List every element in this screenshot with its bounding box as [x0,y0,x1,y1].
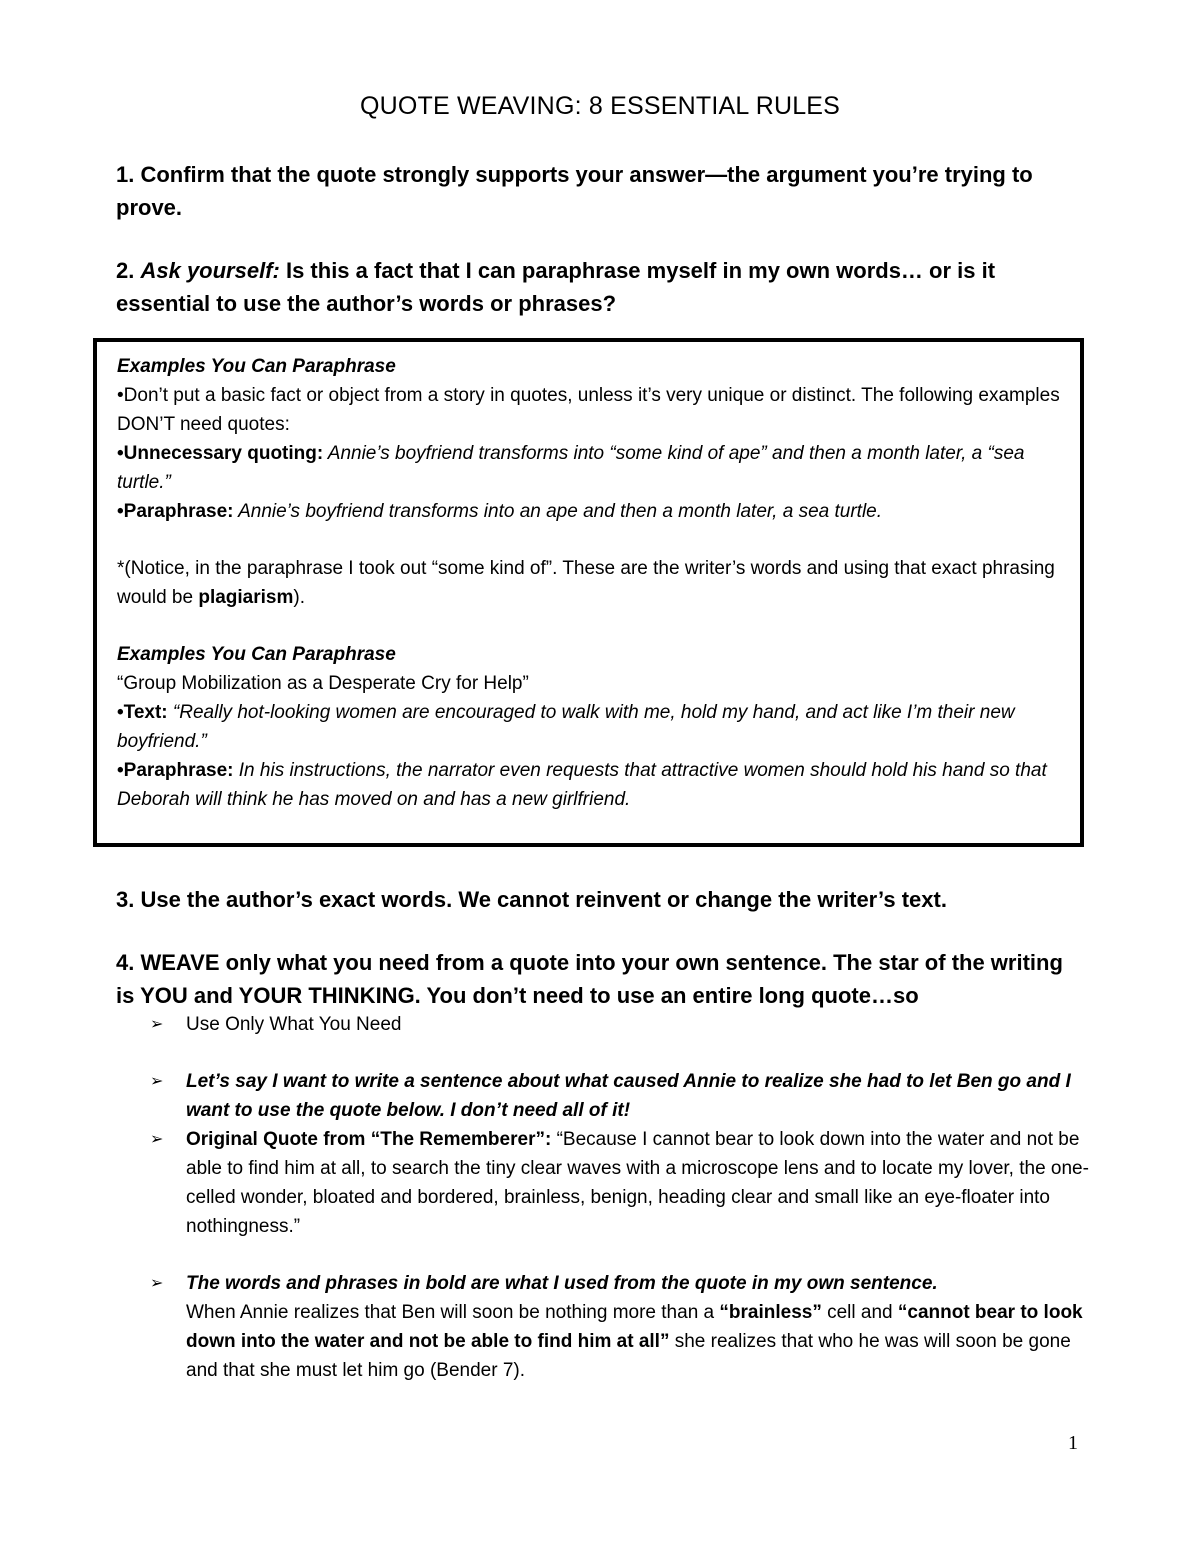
example-sentence-part-c: cell and [821,1302,898,1323]
paraphrase-example-2 [117,756,1072,814]
list-item [146,1010,1096,1039]
notice-note [117,554,1072,612]
notice-end: ). [293,587,305,608]
notice-bold: plagiarism [198,587,294,608]
example-sentence-part-e: she realizes that who he was will soon be gone and that she must let him go (Bender 7). [186,1331,1071,1381]
unnecessary-quoting-label: •Unnecessary quoting: [117,443,324,464]
rule-2-number: 2. [116,258,141,283]
example-sentence-bold-d: “cannot bear to look down into the water and not be able to find him at all” [186,1302,1083,1352]
original-quote-label: Original Quote from “The Rememberer”: [186,1129,552,1150]
list-item-1-text: Use Only What You Need [186,1014,402,1035]
list-item [146,1269,1096,1385]
original-quote-text: “Because I cannot bear to look down into the water and not be able to find him at all, to search the tiny clear waves with a microscope lens and to locate my lover, the one-celled wonder, bloated and bordered, brainless, benign, heading clear and small like an eye-floater into nothingness.” [186,1129,1089,1237]
page-title: QUOTE WEAVING: 8 ESSENTIAL RULES [359,92,841,120]
rule-2-text: Is this a fact that I can paraphrase myself in my own words… or is it essential to use the author’s words or phrases? [116,258,996,316]
rule-1: 1. Confirm that the quote strongly supports your answer—the argument you’re trying to prove. [116,162,1033,220]
rule-4: 4. WEAVE only what you need from a quote into your own sentence. The star of the writing is YOU and YOUR THINKING. You don’t need to use an entire long quote…so [116,950,1063,1008]
arrow-list [146,1010,1096,1385]
example-sentence-part-a: When Annie realizes that Ben will soon be nothing more than a [186,1302,720,1323]
rule-3: 3. Use the author’s exact words. We cannot reinvent or change the writer’s text. [116,887,947,912]
examples-box-content [117,352,1072,814]
unnecessary-quoting-text: Annie’s boyfriend transforms into “some kind of ape” and then a month later, a “sea turtle.” [117,443,1025,493]
paraphrase-text-1: Annie’s boyfriend transforms into an ape and then a month later, a sea turtle. [233,501,883,522]
paraphrase-label-1: •Paraphrase: [117,501,234,522]
notice-text: *(Notice, in the paraphrase I took out “some kind of”. These are the writer’s words and using that exact phrasing would be [117,558,1055,608]
rule-2-ask: Ask yourself: [140,258,280,283]
example-sentence-bold-b: “brainless” [719,1302,822,1323]
unnecessary-quoting-example [117,439,1072,497]
text-label: •Text: [117,702,168,723]
arrow-bullet-icon: ➢ [150,1016,164,1033]
page-number: 1 [1068,1432,1078,1454]
examples-box [93,338,1084,847]
paraphrase-text-2: In his instructions, the narrator even requests that attractive women should hold his hand so that Deborah will think he has moved on and has a new girlfriend. [117,760,1047,810]
text-example [117,698,1072,756]
arrow-bullet-icon: ➢ [150,1131,164,1148]
arrow-bullet-icon: ➢ [150,1073,164,1090]
paraphrase-example-1 [117,497,1072,526]
rule-2 [116,254,1076,320]
arrow-bullet-icon: ➢ [150,1275,164,1292]
examples-heading-2: Examples You Can Paraphrase [117,644,396,665]
list-item [146,1125,1096,1241]
list-item-4-heading: The words and phrases in bold are what I used from the quote in my own sentence. [186,1273,938,1294]
list-item-2-text: Let’s say I want to write a sentence about what caused Annie to realize she had to let Ben go and I want to use the quote below. I don’t need all of it! [186,1071,1071,1121]
paraphrase-label-2: •Paraphrase: [117,760,234,781]
list-item [146,1067,1096,1125]
basic-fact-bullet: •Don’t put a basic fact or object from a story in quotes, unless it’s very unique or distinct. The following examples DON’T need quotes: [117,385,1060,435]
examples-heading-1: Examples You Can Paraphrase [117,356,396,377]
story-title: “Group Mobilization as a Desperate Cry for Help” [117,673,529,694]
text-quote: “Really hot-looking women are encouraged to walk with me, hold my hand, and act like I’m their new boyfriend.” [117,702,1015,752]
